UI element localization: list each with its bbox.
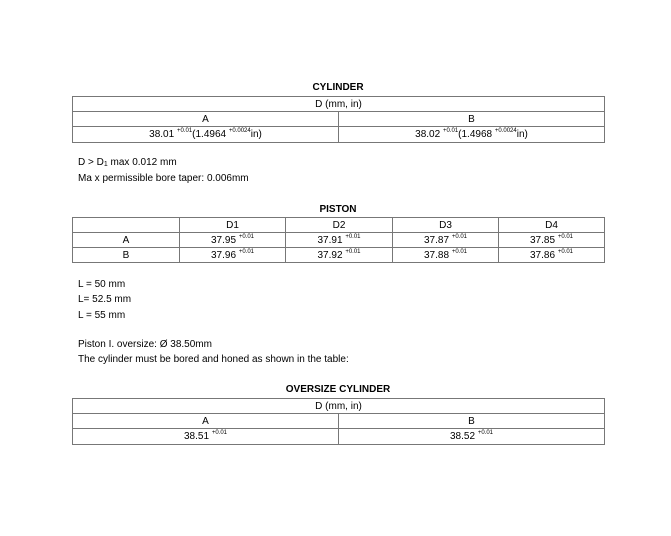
cylinder-b-in: (1.4968 xyxy=(458,129,493,140)
bore-note-prefix: D > D xyxy=(78,157,104,168)
piston-header-d4: D4 xyxy=(499,218,605,233)
cylinder-unit-header: D (mm, in) xyxy=(73,97,605,112)
oversize-piston-note: Piston I. oversize: Ø 38.50mm xyxy=(78,339,212,350)
piston-b-d1: 37.96 $^{+0.01}$ xyxy=(180,248,286,263)
cylinder-b-in-tol: +0.0024 xyxy=(494,128,517,134)
piston-corner-cell xyxy=(73,218,180,233)
piston-row-a-label: A xyxy=(73,233,180,248)
cylinder-b-in-unit: in) xyxy=(516,129,528,140)
cylinder-b-mm: 38.02 xyxy=(415,129,441,140)
piston-table xyxy=(72,217,605,263)
piston-b-d4: 37.86 $^{+0.01}$ xyxy=(499,248,605,263)
oversize-b-value: 38.52 $^{+0.01}$ xyxy=(339,429,605,445)
piston-row-a xyxy=(73,233,605,248)
bore-taper-note: Ma x permissible bore taper: 0.006mm xyxy=(78,173,249,184)
cylinder-title: CYLINDER xyxy=(312,82,364,93)
piston-b-d2: 37.92 $^{+0.01}$ xyxy=(286,248,393,263)
bore-difference-note xyxy=(78,157,177,168)
bore-note-sub: 1 xyxy=(103,161,108,168)
length-2: L= 52.5 mm xyxy=(78,294,132,305)
cylinder-col-b-header: B xyxy=(339,112,605,127)
cylinder-a-in-tol: +0.0024 xyxy=(228,128,251,134)
piston-a-d3: 37.87 $^{+0.01}$ xyxy=(393,233,499,248)
oversize-cylinder-table xyxy=(72,398,605,445)
cylinder-col-a-header: A xyxy=(73,112,339,127)
piston-a-d1: 37.95 $^{+0.01}$ xyxy=(180,233,286,248)
cylinder-a-in-unit: in) xyxy=(250,129,262,140)
oversize-col-b-header: B xyxy=(339,414,605,429)
oversize-cylinder-title: OVERSIZE CYLINDER xyxy=(285,384,391,395)
oversize-unit-header: D (mm, in) xyxy=(73,399,605,414)
length-3: L = 55 mm xyxy=(78,310,126,321)
oversize-col-a-header: A xyxy=(73,414,339,429)
oversize-a-value: 38.51 $^{+0.01}$ xyxy=(73,429,339,445)
bore-note-suffix: max 0.012 mm xyxy=(107,157,177,168)
piston-a-d2: 37.91 $^{+0.01}$ xyxy=(286,233,393,248)
piston-title: PISTON xyxy=(319,204,357,215)
oversize-bore-note: The cylinder must be bored and honed as shown in the table: xyxy=(78,354,349,365)
piston-row-b xyxy=(73,248,605,263)
cylinder-b-value xyxy=(339,127,605,143)
cylinder-b-mm-tol: +0.01 xyxy=(442,128,459,134)
piston-row-b-label: B xyxy=(73,248,180,263)
length-1: L = 50 mm xyxy=(78,279,126,290)
cylinder-a-mm: 38.01 xyxy=(149,129,175,140)
cylinder-a-mm-tol: +0.01 xyxy=(176,128,193,134)
piston-header-d3: D3 xyxy=(393,218,499,233)
piston-b-d3: 37.88 $^{+0.01}$ xyxy=(393,248,499,263)
cylinder-a-value xyxy=(73,127,339,143)
cylinder-a-in: (1.4964 xyxy=(192,129,227,140)
piston-header-d2: D2 xyxy=(286,218,393,233)
cylinder-table xyxy=(72,96,605,143)
piston-header-d1: D1 xyxy=(180,218,286,233)
piston-a-d4: 37.85 $^{+0.01}$ xyxy=(499,233,605,248)
